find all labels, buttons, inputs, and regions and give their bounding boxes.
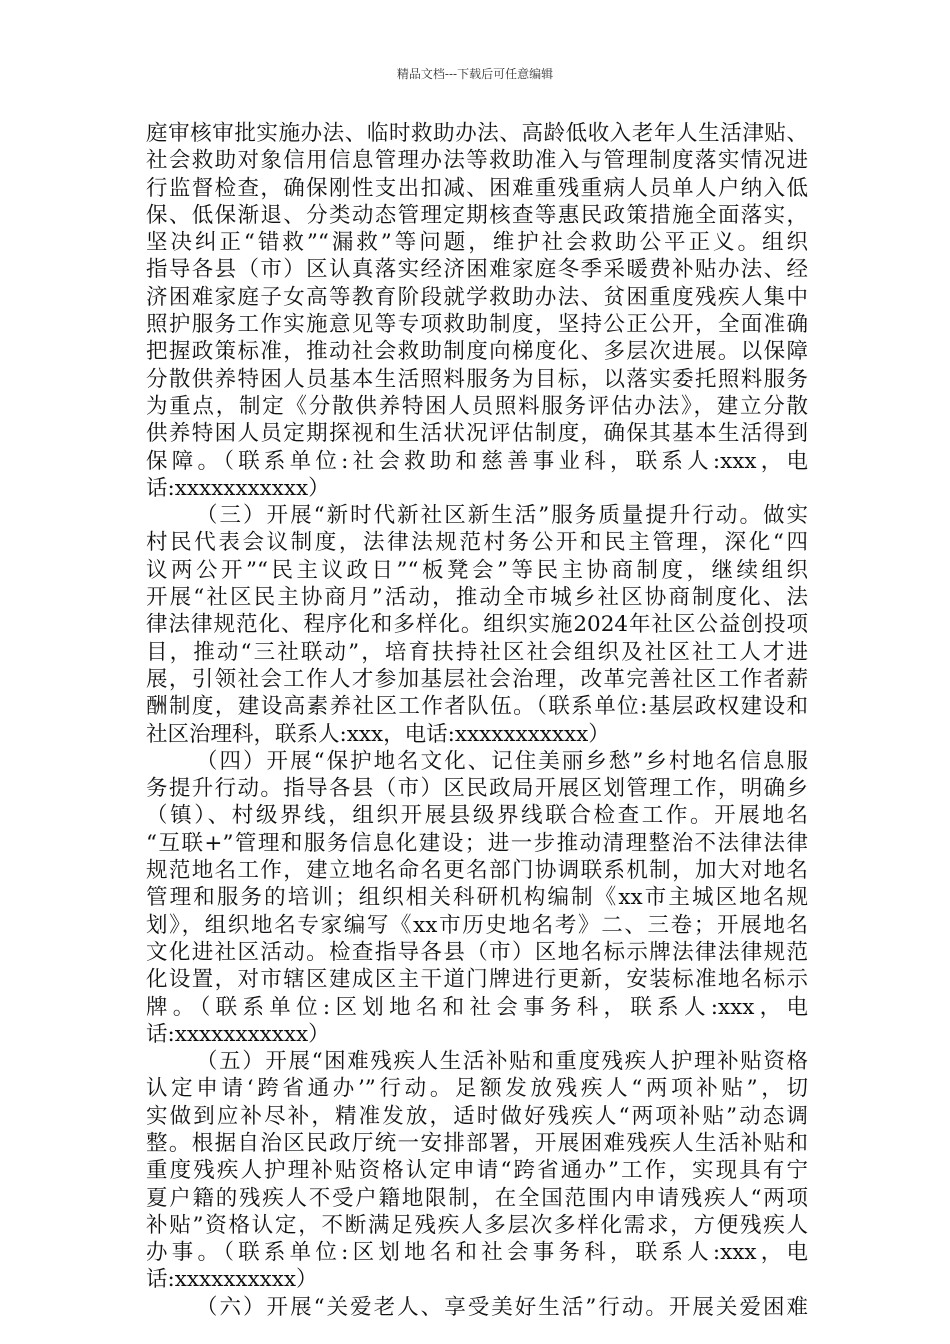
paragraph-start-line: （四）开展“保护地名文化、记住美丽乡愁”乡村地名信息服 bbox=[196, 748, 808, 774]
text-line: 务提升行动。指导各县（市）区民政局开展区划管理工作，明确乡 bbox=[146, 776, 808, 802]
text-line: 话:xxxxxxxxxxx） bbox=[146, 475, 330, 501]
text-line: 律法律规范化、程序化和多样化。组织实施2024年社区公益创投项 bbox=[146, 612, 808, 638]
text-line: 规范地名工作，建立地名命名更名部门协调联系机制，加大对地名 bbox=[146, 858, 808, 884]
text-line: 保障。（联系单位:社会救助和慈善事业科，联系人:xxx，电 bbox=[146, 448, 808, 474]
page-header: 精品文档---下载后可任意编辑 bbox=[396, 67, 554, 81]
text-line: 照护服务工作实施意见等专项救助制度，坚持公正公开，全面准确 bbox=[146, 312, 808, 338]
text-line: 重度残疾人护理补贴资格认定申请“跨省通办”工作，实现具有宁 bbox=[146, 1158, 808, 1184]
text-line: 话:xxxxxxxxxxx） bbox=[146, 1021, 330, 1047]
text-line: “互联+”管理和服务信息化建设；进一步推动清理整治不法律法律 bbox=[146, 830, 808, 856]
text-line: 社会救助对象信用信息管理办法等救助准入与管理制度落实情况进 bbox=[146, 148, 808, 174]
text-line: 展，引领社会工作人才参加基层社会治理，改革完善社区工作者薪 bbox=[146, 666, 808, 692]
text-line: 酬制度，建设高素养社区工作者队伍。（联系单位:基层政权建设和 bbox=[146, 694, 808, 720]
text-line: 供养特困人员定期探视和生活状况评估制度，确保其基本生活得到 bbox=[146, 421, 808, 447]
paragraph-start-line: （三）开展“新时代新社区新生活”服务质量提升行动。做实 bbox=[196, 503, 808, 529]
text-line: 社区治理科，联系人:xxx，电话:xxxxxxxxxxx） bbox=[146, 721, 610, 747]
text-line: 济困难家庭子女高等教育阶段就学救助办法、贫困重度残疾人集中 bbox=[146, 284, 808, 310]
text-line: 文化进社区活动。检查指导各县（市）区地名标示牌法律法律规范 bbox=[146, 939, 808, 965]
text-line: 议两公开”“民主议政日”“板凳会”等民主协商制度，继续组织 bbox=[146, 557, 808, 583]
text-line: 划》，组织地名专家编写《xx市历史地名考》二、三卷；开展地名 bbox=[146, 912, 808, 938]
text-line: 牌。（联系单位:区划地名和社会事务科，联系人:xxx，电 bbox=[146, 994, 808, 1020]
text-line: 整。根据自治区民政厅统一安排部署，开展困难残疾人生活补贴和 bbox=[146, 1130, 808, 1156]
text-line: 坚决纠正“错救”“漏救”等问题，维护社会救助公平正义。组织 bbox=[146, 230, 808, 256]
text-line: 管理和服务的培训；组织相关科研机构编制《xx市主城区地名规 bbox=[146, 885, 808, 911]
paragraph-start-line: （六）开展“关爱老人、享受美好生活”行动。开展关爱困难 bbox=[196, 1294, 808, 1320]
text-line: 实做到应补尽补，精准发放，适时做好残疾人“两项补贴”动态调 bbox=[146, 1103, 808, 1129]
text-line: 村民代表会议制度，法律法规范村务公开和民主管理，深化“四 bbox=[146, 530, 808, 556]
document-body bbox=[146, 120, 808, 1321]
text-line: 为重点，制定《分散供养特困人员照料服务评估办法》，建立分散 bbox=[146, 393, 808, 419]
text-line: 夏户籍的残疾人不受户籍地限制，在全国范围内申请残疾人“两项 bbox=[146, 1185, 808, 1211]
text-line: 行监督检查，确保刚性支出扣减、困难重残重病人员单人户纳入低 bbox=[146, 175, 808, 201]
text-line: 把握政策标准，推动社会救助制度向梯度化、多层次进展。以保障 bbox=[146, 339, 808, 365]
text-line: 化设置，对市辖区建成区主干道门牌进行更新，安装标准地名标示 bbox=[146, 967, 808, 993]
text-line: 认定申请‘跨省通办’”行动。足额发放残疾人“两项补贴”，切 bbox=[146, 1076, 808, 1102]
text-line: 分散供养特困人员基本生活照料服务为目标，以落实委托照料服务 bbox=[146, 366, 808, 392]
text-line: 庭审核审批实施办法、临时救助办法、高龄低收入老年人生活津贴、 bbox=[146, 121, 808, 146]
paragraph-start-line: （五）开展“困难残疾人生活补贴和重度残疾人护理补贴资格 bbox=[196, 1049, 808, 1075]
text-line: 办事。（联系单位:区划地名和社会事务科，联系人:xxx，电 bbox=[146, 1240, 808, 1266]
text-line: 目，推动“三社联动”，培育扶持社区社会组织及社区社工人才进 bbox=[146, 639, 808, 665]
text-line: （镇）、村级界线，组织开展县级界线联合检查工作。开展地名 bbox=[146, 803, 808, 829]
text-line: 保、低保渐退、分类动态管理定期核查等惠民政策措施全面落实， bbox=[146, 202, 808, 228]
text-line: 开展“社区民主协商月”活动，推动全市城乡社区协商制度化、法 bbox=[146, 585, 808, 611]
text-line: 话:xxxxxxxxxx） bbox=[146, 1267, 318, 1293]
text-line: 指导各县（市）区认真落实经济困难家庭冬季采暖费补贴办法、经 bbox=[146, 257, 808, 283]
text-line: 补贴”资格认定，不断满足残疾人多层次多样化需求，方便残疾人 bbox=[146, 1212, 808, 1238]
